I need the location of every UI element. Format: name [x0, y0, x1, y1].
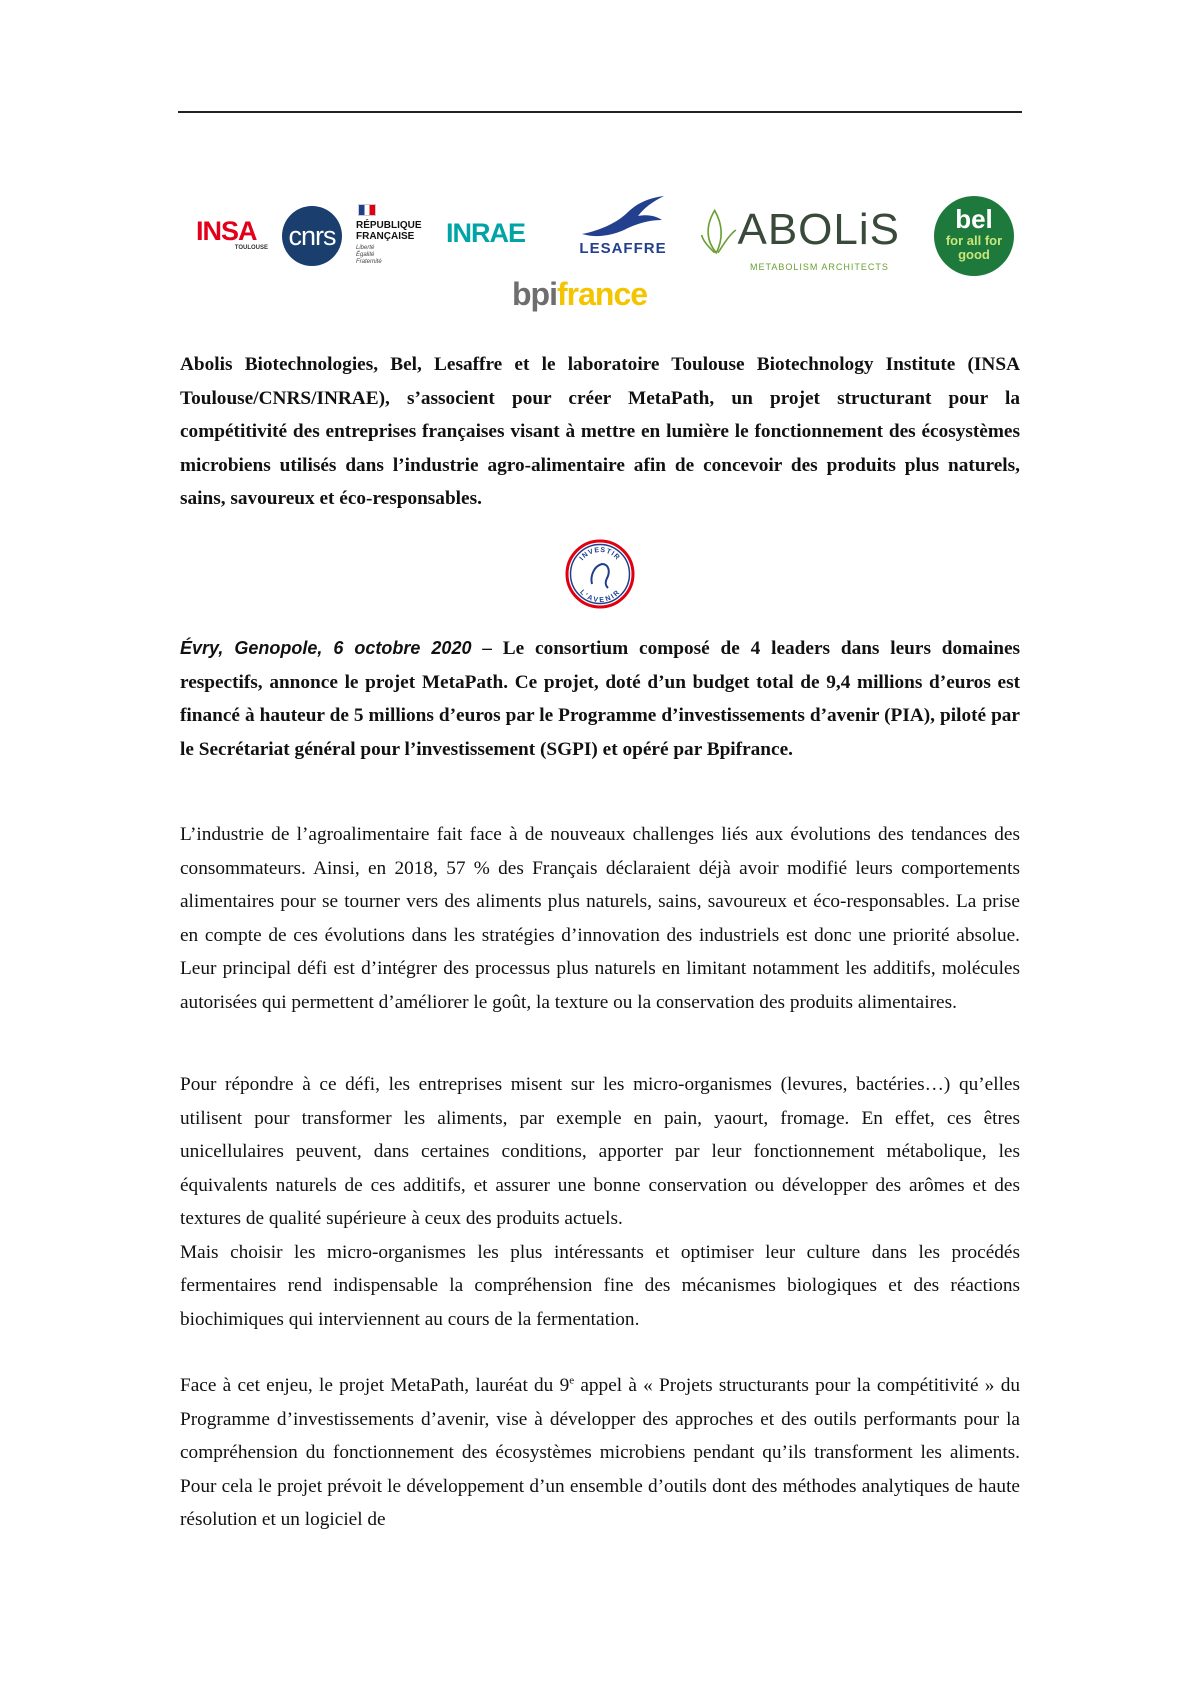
- bel-tagline-line2: good: [958, 247, 990, 262]
- lesaffre-logo: [568, 194, 678, 257]
- rf-motto-line1: Liberté: [356, 245, 375, 251]
- rf-motto-line3: Fraternité: [356, 259, 382, 265]
- lesaffre-name: LESAFFRE: [579, 240, 667, 257]
- bel-tagline-line1: for all for: [945, 233, 1003, 248]
- abolis-logo: [700, 200, 900, 272]
- dateline-text: – Le consortium composé de 4 leaders dans leurs domaines respectifs, annonce le projet MetaPath. Ce projet, doté d’un budget total de 9,4 millions d’euros est financé à hauteur de 5 millions d’euros par le Programme d’investissements d’avenir (PIA), piloté par le Secrétariat général pour l’investissement (SGPI) et opéré par Bpifrance.: [180, 638, 1020, 760]
- insa-sub: TOULOUSE: [234, 245, 268, 251]
- rf-title: [356, 220, 436, 242]
- avenir-text: L'AVENIR: [578, 588, 622, 605]
- insa-name: INSA: [196, 216, 257, 246]
- bpifrance-logo: [512, 278, 647, 310]
- rf-motto: [356, 245, 436, 266]
- dateline-paragraph: [180, 632, 1020, 766]
- header-rule: [178, 111, 1022, 113]
- inrae-logo: [446, 218, 525, 249]
- body-paragraph-2: [180, 1068, 1020, 1336]
- rf-motto-line2: Égalité: [356, 252, 375, 258]
- leaf-icon: [700, 200, 737, 260]
- rf-title-line2: FRANÇAISE: [356, 231, 415, 242]
- body-paragraph-1: L’industrie de l’agroalimentaire fait face à de nouveaux challenges liés aux évolutions des tendances des consommateurs. Ainsi, en 2018, 57 % des Français déclaraient déjà avoir modifié leurs comportements alimentaires pour se tourner vers des aliments plus naturels, sains, savoureux et éco-responsables. La prise en compte de ces évolutions dans les stratégies d’innovation des industriels est donc une priorité absolue. Leur principal défi est d’intégrer des processus plus naturels en limitant notamment les additifs, molécules autorisées qui permettent d’améliorer le goût, la texture ou la conservation des produits alimentaires.: [180, 824, 1020, 1013]
- body-paragraph-3: [180, 1369, 1020, 1537]
- abolis-tagline: METABOLISM ARCHITECTS: [750, 262, 889, 272]
- bpifrance-part1: bpi: [512, 276, 557, 312]
- bel-logo: [934, 196, 1014, 276]
- partner-logos: [178, 190, 1022, 320]
- dateline-place: Évry, Genopole, 6 octobre 2020: [180, 638, 472, 658]
- rf-title-line1: RÉPUBLIQUE: [356, 220, 422, 231]
- bel-name: bel: [955, 204, 993, 234]
- bpifrance-part2: france: [556, 276, 648, 312]
- cnrs-logo: [282, 206, 342, 266]
- intro-paragraph: Abolis Biotechnologies, Bel, Lesaffre et le laboratoire Toulouse Biotechnology Institute (INSA Toulouse/CNRS/INRAE), s’associent pour créer MetaPath, un projet structurant pour la compétitivité des entreprises françaises visant à mettre en lumière le fonctionnement des écosystèmes microbiens utilisés dans l’industrie agro-alimentaire afin de concevoir des produits plus naturels, sains, savoureux et éco-responsables.: [180, 354, 1020, 509]
- cnrs-name: cnrs: [288, 220, 336, 251]
- insa-logo: [196, 218, 268, 251]
- abolis-name: ABOLiS: [737, 205, 900, 254]
- inrae-name: INRAE: [446, 218, 526, 248]
- investir-avenir-logo: [564, 538, 636, 610]
- p3-after: appel à « Projets structurants pour la compétitivité » du Programme d’investissements d’avenir, vise à développer des approches et des outils performants pour la compréhension du fonctionnement des écosystèmes microbiens pendant qu’ils transforment les aliments. Pour cela le projet prévoit le développement d’un ensemble d’outils dont des méthodes analytiques de haute résolution et un logiciel de: [180, 1375, 1020, 1530]
- p3-sup: e: [569, 1374, 575, 1387]
- p3-before: Face à cet enjeu, le projet MetaPath, lauréat du 9: [180, 1375, 570, 1396]
- investir-text: INVESTIR: [578, 546, 622, 563]
- swallow-icon: [578, 194, 668, 238]
- body-paragraph-2b: Mais choisir les micro-organismes les plus intéressants et optimiser leur culture dans les procédés fermentaires rend indispensable la compréhension fine des mécanismes biologiques et des réactions biochimiques qui interviennent au cours de la fermentation.: [180, 1241, 1020, 1330]
- republique-francaise-logo: [356, 204, 436, 266]
- french-flag-icon: [358, 204, 376, 216]
- body-paragraph-2a: Pour répondre à ce défi, les entreprises misent sur les micro-organismes (levures, bactéries…) qu’elles utilisent pour transformer les aliments, par exemple en pain, yaourt, fromage. En effet, ces êtres unicellulaires peuvent, dans certaines conditions, apporter par leur fonctionnement métabolique, les équivalents naturels de ces additifs, et assurer une bonne conservation ou développer des arômes et des textures de qualité supérieure à ceux des produits actuels.: [180, 1074, 1020, 1229]
- investir-avenir-icon: [564, 538, 636, 610]
